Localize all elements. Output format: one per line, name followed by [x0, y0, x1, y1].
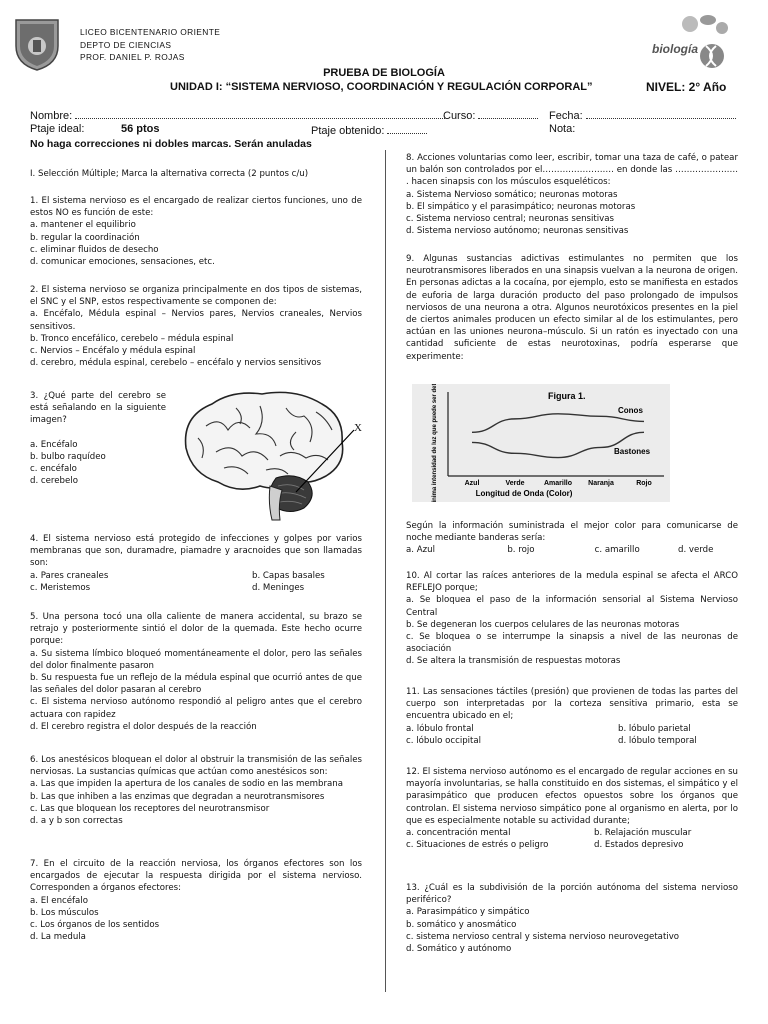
q9-option-d[interactable]: d. verde — [677, 545, 714, 556]
x-tick-label-naranja: Naranja — [588, 480, 614, 487]
q8-option-d[interactable]: d. Sistema nervioso autónomo; neuronas sensitivas — [406, 226, 629, 237]
section-instruction: I. Selección Múltiple; Marca la alternativa correcta (2 puntos c/u) — [30, 169, 309, 179]
q1-stem: 1. El sistema nervioso es el encargado de realizar ciertos funciones, uno de estos NO es función de este: — [30, 196, 362, 219]
figure-1-chart — [412, 384, 670, 502]
warning-text: No haga correcciones ni dobles marcas. Serán anuladas — [30, 138, 312, 150]
name-input[interactable] — [75, 108, 445, 119]
name-label: Nombre: — [30, 110, 76, 122]
q7-option-b[interactable]: b. Los músculos — [30, 907, 99, 918]
legend-bastones: Bastones — [614, 447, 651, 456]
chart-background — [412, 384, 670, 502]
q2-stem: 2. El sistema nervioso se organiza principalmente en dos tipos de sistemas, el SNC y el SNP, estos respectivamente se componen de: — [30, 285, 362, 308]
q13-option-b[interactable]: b. somático y anosmático — [406, 919, 517, 930]
q13-option-a[interactable]: a. Parasimpático y simpático — [406, 907, 530, 918]
q2-option-a[interactable]: a. Encéfalo, Médula espinal – Nervios pares, Nervios craneales, Nervios sensitivos. — [30, 309, 362, 332]
date-label: Fecha: — [549, 110, 586, 122]
q2-option-b[interactable]: b. Tronco encefálico, cerebelo – médula espinal — [30, 333, 234, 344]
q5-option-d[interactable]: d. El cerebro registra el dolor después de la reacción — [30, 721, 257, 732]
q12-option-d[interactable]: d. Estados depresivo — [594, 840, 684, 851]
q9-option-c[interactable]: c. amarillo — [594, 545, 640, 556]
q3-option-a[interactable]: a. Encéfalo — [30, 439, 78, 450]
grade-label: Nota: — [549, 123, 576, 135]
biology-logo-text: biología — [652, 42, 698, 56]
q3-option-c[interactable]: c. encéfalo — [30, 464, 77, 475]
question-11 — [406, 686, 738, 747]
q12-option-a[interactable]: a. concentración mental — [406, 828, 511, 839]
q11-stem: 11. Las sensaciones táctiles (presión) que provienen de todas las partes del cuerpo son interpretadas por la corteza sensitiva primario, esta se encuentra ubicado en el; — [406, 687, 738, 722]
brain-illustration — [176, 386, 366, 522]
q10-stem: 10. Al cortar las raíces anteriores de la medula espinal se afecta el ARCO REFLEJO porque; — [406, 571, 738, 594]
q6-stem: 6. Los anestésicos bloquean el dolor al obstruir la transmisión de las señales nerviosas. La sustancias químicas que actúan como anestésicos son: — [30, 755, 362, 778]
q13-option-c[interactable]: c. sistema nervioso central y sistema nervioso neurovegetativo — [406, 931, 680, 942]
q11-option-c[interactable]: c. lóbulo occipital — [406, 735, 482, 746]
question-1 — [30, 195, 362, 268]
question-2 — [30, 284, 362, 369]
q6-option-b[interactable]: b. Las que inhiben a las enzimas que degradan a neurotransmisores — [30, 791, 325, 802]
q1-option-d[interactable]: d. comunicar emociones, sensaciones, etc. — [30, 257, 215, 268]
question-5 — [30, 611, 362, 733]
level: NIVEL: 2° Año — [646, 80, 727, 94]
q8-option-c[interactable]: c. Sistema nervioso central; neuronas sensitivas — [406, 214, 615, 225]
q11-option-b[interactable]: b. lóbulo parietal — [618, 723, 691, 734]
course-label: Curso: — [443, 110, 479, 122]
chart-title: Figura 1. — [548, 391, 586, 401]
question-8 — [406, 152, 738, 237]
ideal-score-label: Ptaje ideal: — [30, 123, 85, 135]
school-name: LICEO BICENTENARIO ORIENTE — [80, 27, 221, 37]
q10-option-a[interactable]: a. Se bloquea el paso de la información sensorial al Sistema Nervioso Central — [406, 595, 738, 618]
q9-after: Según la información suministrada el mejor color para comunicarse de noche mediante banderas sería: — [406, 521, 738, 544]
q6-option-d[interactable]: d. a y b son correctas — [30, 816, 123, 827]
q13-option-d[interactable]: d. Somático y autónomo — [406, 944, 512, 955]
biology-logo — [650, 10, 740, 70]
q5-option-c[interactable]: c. El sistema nervioso autónomo respondió al peligro antes que el cerebro actuara con rapidez — [30, 697, 362, 720]
q9-stem: 9. Algunas sustancias adictivas estimulantes no permiten que los neurotransmisores liberados en una sinapsis vuelvan a la neurona de origen. En personas adictas a la cocaína, por ejemplo, esto se manifiesta en estados de euforia de larga duración producto del paso prolongado de impulsos nerviosos de una neurona a otra. Algunos neurotóxicos presentes en la piel de ciertos animales producen un efecto similar al de los estimulantes, pero actúan en las uniones neurona–músculo. Si un ratón es inyectado con una cantidad suficiente de estas neurotoxinas, podría esperarse que experimente: — [406, 254, 738, 362]
q4-stem: 4. El sistema nervioso está protegido de infecciones y golpes por varios membranas que son, duramadre, piamadre y aracnoides que son llamadas son: — [30, 534, 362, 569]
chart-xlabel: Longitud de Onda (Color) — [475, 489, 573, 498]
q4-option-a[interactable]: a. Pares craneales — [30, 570, 109, 581]
q10-option-c[interactable]: c. Se bloquea o se interrumpe la sinapsis a nivel de las neuronas de asociación — [406, 632, 738, 655]
q4-option-b[interactable]: b. Capas basales — [252, 570, 325, 581]
q6-option-a[interactable]: a. Las que impiden la apertura de los canales de sodio en las membrana — [30, 779, 343, 790]
q2-option-d[interactable]: d. cerebro, médula espinal, cerebelo – encéfalo y nervios sensitivos — [30, 358, 322, 369]
professor: PROF. DANIEL P. ROJAS — [80, 52, 185, 62]
q13-stem: 13. ¿Cuál es la subdivisión de la porción autónoma del sistema nervioso periférico? — [406, 883, 738, 906]
q8-option-b[interactable]: b. El simpático y el parasimpático; neuronas motoras — [406, 201, 636, 212]
brain-pointer-marker: X — [354, 422, 362, 434]
school-crest — [12, 16, 62, 72]
x-tick-label-rojo: Rojo — [636, 480, 652, 487]
legend-conos: Conos — [618, 406, 643, 415]
q6-option-c[interactable]: c. Las que bloquean los receptores del neurotransmisor — [30, 803, 270, 814]
q3-stem: 3. ¿Qué parte del cerebro se está señalando en la siguiente imagen? — [30, 391, 166, 426]
q3-option-b[interactable]: b. bulbo raquídeo — [30, 451, 106, 462]
q9-option-a[interactable]: a. Azul — [406, 545, 435, 556]
obtained-score-input[interactable] — [387, 123, 427, 134]
q12-stem: 12. El sistema nervioso autónomo es el encargado de regular acciones en su mayoría involuntarias, se halla constituido en dos sistemas, el simpático y el parasimpático que producen efectos opuestos sobre los órganos que controlan. El sistema nervioso simpático pone al organismo en alerta, por lo que es especialmente notable su actividad durante; — [406, 767, 738, 826]
q10-option-b[interactable]: b. Se degeneran los cuerpos celulares de las neuronas motoras — [406, 619, 680, 630]
q1-option-c[interactable]: c. eliminar fluidos de desecho — [30, 244, 159, 255]
q12-option-b[interactable]: b. Relajación muscular — [594, 828, 692, 839]
question-12 — [406, 766, 738, 851]
x-tick-label-azul: Azul — [464, 480, 480, 487]
q11-option-a[interactable]: a. lóbulo frontal — [406, 723, 474, 734]
question-3 — [30, 390, 166, 487]
course-input[interactable] — [478, 108, 538, 119]
x-tick-label-amarillo: Amarillo — [543, 480, 573, 487]
column-divider — [385, 150, 386, 992]
q5-stem: 5. Una persona tocó una olla caliente de manera accidental, su brazo se retrajo y posteriormente sintió el dolor de la quemada. Este hecho ocurre porque: — [30, 612, 362, 647]
exam-title: PRUEBA DE BIOLOGÍA — [323, 67, 445, 79]
q1-option-a[interactable]: a. mantener el equilibrio — [30, 220, 136, 231]
q4-option-c[interactable]: c. Meristemos — [30, 582, 91, 593]
chart-ylabel: Mínima intensidad de luz que puede ser detectada — [432, 384, 438, 502]
q5-option-b[interactable]: b. Su respuesta fue un reflejo de la médula espinal que ocurrió antes de que las señales del dolor pasaran al cerebro — [30, 673, 362, 696]
date-input[interactable] — [586, 108, 736, 119]
q5-option-a[interactable]: a. Su sistema límbico bloqueó momentáneamente el dolor, pero las señales del dolor finalmente pasaron — [30, 648, 362, 671]
department: DEPTO DE CIENCIAS — [80, 39, 172, 50]
obtained-score-label: Ptaje obtenido: — [311, 125, 385, 137]
q7-option-a[interactable]: a. El encéfalo — [30, 895, 88, 906]
q2-option-c[interactable]: c. Nervios – Encéfalo y médula espinal — [30, 346, 196, 357]
question-6 — [30, 754, 362, 827]
question-13 — [406, 882, 738, 955]
q10-option-d[interactable]: d. Se altera la transmisión de respuestas motoras — [406, 656, 621, 667]
q8-stem: 8. Acciones voluntarias como leer, escribir, tomar una taza de café, o patear un balón son controlados por el……………………. en donde las …………………. . hacen sinapsis con los músculos esqueléticos: — [406, 153, 738, 188]
question-9-continued — [406, 520, 738, 557]
question-10 — [406, 570, 738, 668]
q4-option-d[interactable]: d. Meninges — [252, 582, 305, 593]
q7-option-c[interactable]: c. Los órganos de los sentidos — [30, 920, 160, 931]
q8-option-a[interactable]: a. Sistema Nervioso somático; neuronas motoras — [406, 189, 618, 200]
question-7 — [30, 858, 362, 943]
question-4 — [30, 533, 362, 594]
unit-title: UNIDAD I: “SISTEMA NERVIOSO, COORDINACIÓN Y REGULACIÓN CORPORAL” — [170, 81, 593, 93]
q7-stem: 7. En el circuito de la reacción nerviosa, los órganos efectores son los encargados de ejecutar la respuesta dirigida por el sistema nervioso. Corresponden a órganos efectores: — [30, 859, 362, 894]
q3-option-d[interactable]: d. cerebelo — [30, 476, 78, 487]
x-tick-label-verde: Verde — [505, 480, 525, 487]
q7-option-d[interactable]: d. La medula — [30, 932, 86, 943]
ideal-score-value: 56 ptos — [121, 123, 160, 135]
q11-option-d[interactable]: d. lóbulo temporal — [618, 735, 697, 746]
q12-option-c[interactable]: c. Situaciones de estrés o peligro — [406, 840, 549, 851]
question-9 — [406, 253, 738, 363]
q1-option-b[interactable]: b. regular la coordinación — [30, 232, 140, 243]
q9-option-b[interactable]: b. rojo — [507, 545, 535, 556]
